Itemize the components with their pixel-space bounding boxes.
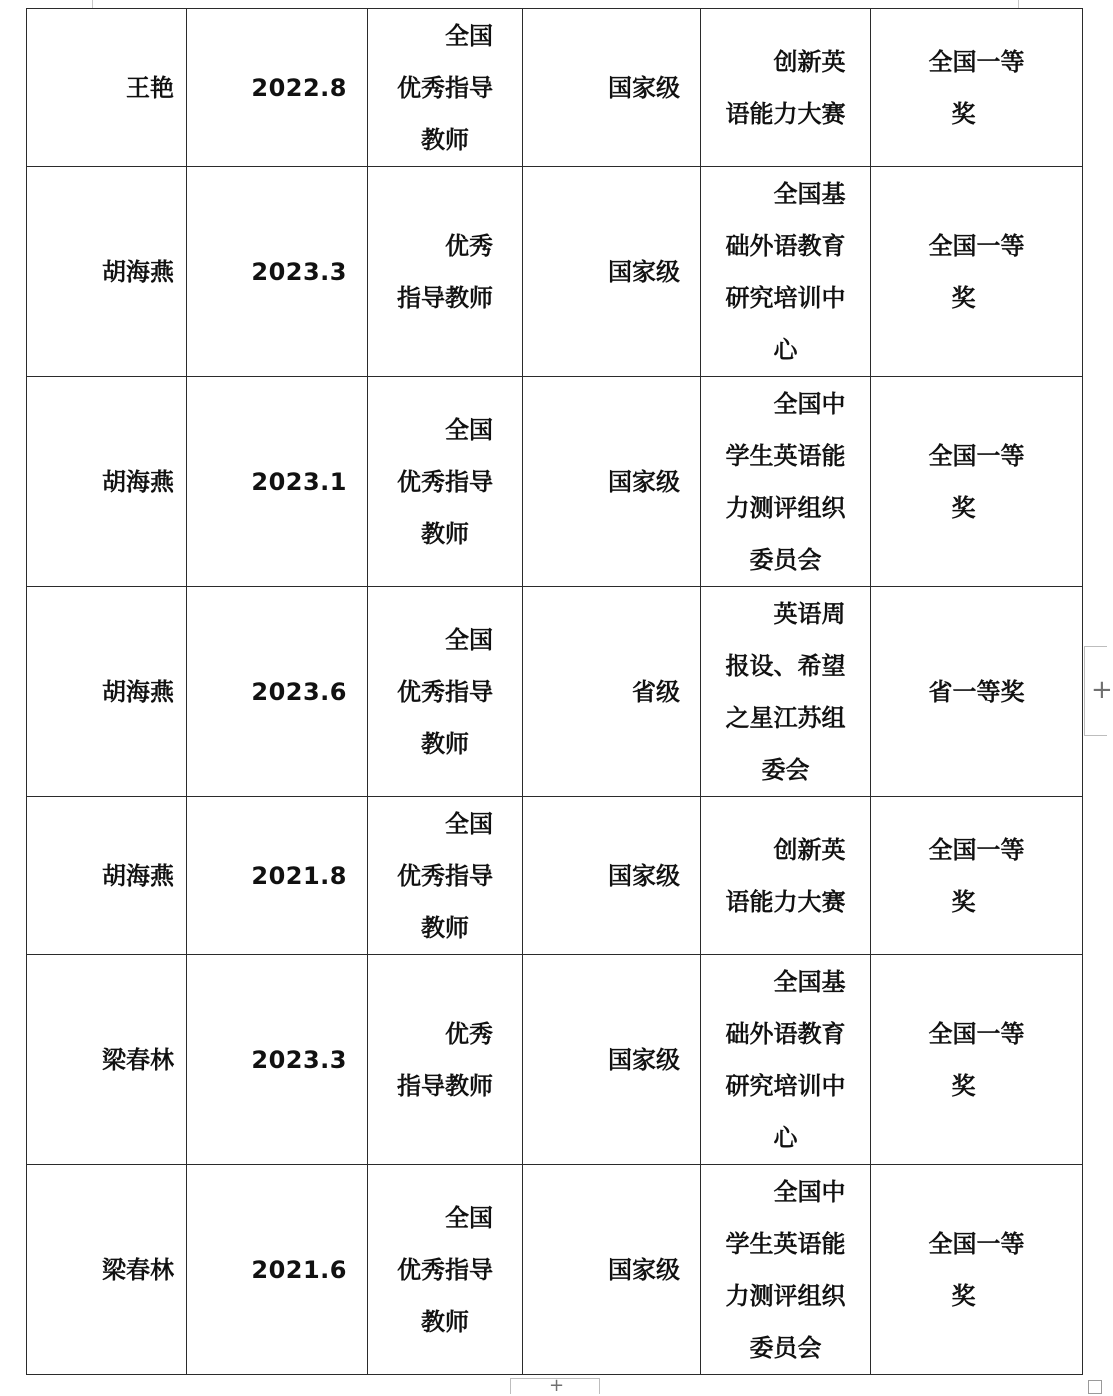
- award-title: [397, 798, 493, 954]
- cell-date[interactable]: [187, 955, 368, 1165]
- cell-organizer[interactable]: [701, 167, 871, 377]
- add-row-button[interactable]: [1084, 646, 1113, 736]
- award-title-line: 指导教师: [397, 282, 493, 312]
- award-organizer-line: 研究培训中: [725, 282, 846, 312]
- award-title-line: 优秀指导: [397, 466, 493, 496]
- table-row: [27, 797, 1083, 955]
- cell-organizer[interactable]: [701, 797, 871, 955]
- award-organizer-line: 委会: [761, 754, 810, 784]
- cell-name[interactable]: [27, 1165, 187, 1375]
- cell-prize[interactable]: [871, 587, 1083, 797]
- award-level: 国家级: [608, 1254, 680, 1284]
- cell-name[interactable]: [27, 377, 187, 587]
- cell-prize[interactable]: [871, 797, 1083, 955]
- table-row: [27, 9, 1083, 167]
- cell-date[interactable]: [187, 9, 368, 167]
- award-organizer-line: 委员会: [749, 1332, 822, 1362]
- cell-prize[interactable]: [871, 1165, 1083, 1375]
- cell-title[interactable]: [368, 587, 523, 797]
- cell-prize[interactable]: [871, 9, 1083, 167]
- cell-date[interactable]: [187, 167, 368, 377]
- award-prize-line: 全国一等: [928, 1018, 1025, 1048]
- award-organizer: [726, 36, 846, 140]
- award-prize: [929, 430, 1025, 534]
- award-level: 国家级: [608, 256, 680, 286]
- awards-table-body: [27, 9, 1083, 1375]
- award-title-line: 优秀: [445, 230, 493, 260]
- award-organizer-line: 全国基: [773, 178, 846, 208]
- award-level: 国家级: [608, 1044, 680, 1074]
- award-organizer: [726, 824, 846, 928]
- award-date: 2023.1: [251, 467, 347, 496]
- cell-organizer[interactable]: [701, 9, 871, 167]
- table-row: [27, 587, 1083, 797]
- award-prize-line: 奖: [951, 1070, 976, 1100]
- cell-date[interactable]: [187, 377, 368, 587]
- award-title-line: 优秀: [445, 1018, 493, 1048]
- plus-icon: +: [549, 1375, 565, 1396]
- award-title-line: 优秀指导: [397, 676, 493, 706]
- award-prize: [929, 220, 1025, 324]
- award-organizer: [726, 588, 846, 796]
- award-title-line: 全国: [445, 20, 493, 50]
- add-column-button[interactable]: [510, 1375, 600, 1396]
- award-prize: [929, 666, 1025, 718]
- award-organizer-line: 学生英语能: [725, 1228, 846, 1258]
- cell-level[interactable]: [523, 167, 701, 377]
- award-title-line: 全国: [445, 624, 493, 654]
- teacher-name: 胡海燕: [102, 676, 174, 706]
- award-prize-line: 奖: [951, 886, 976, 916]
- award-organizer-line: 委员会: [749, 544, 822, 574]
- award-prize-line: 全国一等: [928, 46, 1025, 76]
- award-organizer: [726, 1166, 846, 1374]
- cell-prize[interactable]: [871, 955, 1083, 1165]
- award-title-line: 优秀指导: [397, 1254, 493, 1284]
- award-prize: [929, 1218, 1025, 1322]
- table-resize-handle[interactable]: [1088, 1380, 1102, 1394]
- award-organizer-line: 全国中: [773, 1176, 846, 1206]
- award-organizer-line: 创新英: [773, 46, 846, 76]
- award-organizer-line: 全国基: [773, 966, 846, 996]
- cell-name[interactable]: [27, 9, 187, 167]
- award-title-line: 教师: [421, 728, 469, 758]
- award-title-line: 全国: [445, 1202, 493, 1232]
- cell-level[interactable]: [523, 797, 701, 955]
- award-date: 2021.8: [251, 861, 347, 890]
- teacher-name: 王艳: [126, 72, 174, 102]
- cell-level[interactable]: [523, 587, 701, 797]
- teacher-name: 胡海燕: [102, 256, 174, 286]
- cell-name[interactable]: [27, 167, 187, 377]
- table-row: [27, 955, 1083, 1165]
- cell-level[interactable]: [523, 9, 701, 167]
- award-title-line: 指导教师: [397, 1070, 493, 1100]
- award-prize-line: 省一等奖: [928, 676, 1025, 706]
- award-level: 国家级: [608, 860, 680, 890]
- cell-organizer[interactable]: [701, 377, 871, 587]
- award-level: 国家级: [608, 72, 680, 102]
- cell-level[interactable]: [523, 1165, 701, 1375]
- cell-level[interactable]: [523, 955, 701, 1165]
- award-prize-line: 奖: [951, 98, 976, 128]
- award-prize-line: 奖: [951, 492, 976, 522]
- award-title: [397, 1008, 493, 1112]
- awards-table: [26, 8, 1083, 1375]
- award-date: 2023.3: [251, 1045, 347, 1074]
- award-prize: [929, 824, 1025, 928]
- award-organizer: [726, 956, 846, 1164]
- award-organizer-line: 础外语教育: [725, 1018, 846, 1048]
- award-title: [397, 220, 493, 324]
- table-row: [27, 1165, 1083, 1375]
- award-date: 2022.8: [251, 73, 347, 102]
- cell-prize[interactable]: [871, 167, 1083, 377]
- award-prize-line: 奖: [951, 1280, 976, 1310]
- award-date: 2021.6: [251, 1255, 347, 1284]
- table-row: [27, 167, 1083, 377]
- cell-organizer[interactable]: [701, 955, 871, 1165]
- page-margin-guide-left: [92, 0, 93, 8]
- table-row: [27, 377, 1083, 587]
- award-organizer-line: 语能力大赛: [725, 886, 846, 916]
- award-title: [397, 404, 493, 560]
- award-title-line: 优秀指导: [397, 860, 493, 890]
- cell-title[interactable]: [368, 955, 523, 1165]
- cell-title[interactable]: [368, 797, 523, 955]
- award-date: 2023.3: [251, 257, 347, 286]
- cell-name[interactable]: [27, 955, 187, 1165]
- cell-level[interactable]: [523, 377, 701, 587]
- award-organizer-line: 全国中: [773, 388, 846, 418]
- award-title-line: 优秀指导: [397, 72, 493, 102]
- award-prize-line: 全国一等: [928, 1228, 1025, 1258]
- award-organizer-line: 之星江苏组: [725, 702, 846, 732]
- award-prize: [929, 1008, 1025, 1112]
- cell-title[interactable]: [368, 377, 523, 587]
- award-organizer-line: 学生英语能: [725, 440, 846, 470]
- award-title-line: 全国: [445, 414, 493, 444]
- award-title-line: 教师: [421, 518, 469, 548]
- teacher-name: 梁春林: [102, 1044, 174, 1074]
- award-organizer-line: 础外语教育: [725, 230, 846, 260]
- page-margin-guide-right: [1018, 0, 1019, 8]
- award-title-line: 教师: [421, 124, 469, 154]
- plus-icon: +: [1091, 675, 1113, 705]
- award-level: 省级: [632, 676, 680, 706]
- cell-date[interactable]: [187, 587, 368, 797]
- award-prize-line: 奖: [951, 282, 976, 312]
- award-organizer-line: 语能力大赛: [725, 98, 846, 128]
- award-organizer-line: 英语周: [773, 598, 846, 628]
- award-date: 2023.6: [251, 677, 347, 706]
- cell-name[interactable]: [27, 797, 187, 955]
- award-title-line: 全国: [445, 808, 493, 838]
- award-title: [397, 1192, 493, 1348]
- cell-prize[interactable]: [871, 377, 1083, 587]
- award-prize-line: 全国一等: [928, 230, 1025, 260]
- cell-title[interactable]: [368, 1165, 523, 1375]
- award-prize: [929, 36, 1025, 140]
- award-organizer-line: 力测评组织: [725, 492, 846, 522]
- award-organizer-line: 心: [773, 334, 798, 364]
- award-organizer-line: 报设、希望: [725, 650, 846, 680]
- award-organizer-line: 创新英: [773, 834, 846, 864]
- award-organizer-line: 力测评组织: [725, 1280, 846, 1310]
- cell-date[interactable]: [187, 1165, 368, 1375]
- cell-organizer[interactable]: [701, 587, 871, 797]
- award-title: [397, 10, 493, 166]
- cell-name[interactable]: [27, 587, 187, 797]
- cell-title[interactable]: [368, 167, 523, 377]
- cell-organizer[interactable]: [701, 1165, 871, 1375]
- teacher-name: 胡海燕: [102, 466, 174, 496]
- award-prize-line: 全国一等: [928, 440, 1025, 470]
- teacher-name: 胡海燕: [102, 860, 174, 890]
- cell-title[interactable]: [368, 9, 523, 167]
- award-level: 国家级: [608, 466, 680, 496]
- teacher-name: 梁春林: [102, 1254, 174, 1284]
- award-title: [397, 614, 493, 770]
- award-prize-line: 全国一等: [928, 834, 1025, 864]
- award-organizer: [726, 168, 846, 376]
- award-title-line: 教师: [421, 912, 469, 942]
- award-title-line: 教师: [421, 1306, 469, 1336]
- award-organizer: [726, 378, 846, 586]
- award-organizer-line: 心: [773, 1122, 798, 1152]
- cell-date[interactable]: [187, 797, 368, 955]
- award-organizer-line: 研究培训中: [725, 1070, 846, 1100]
